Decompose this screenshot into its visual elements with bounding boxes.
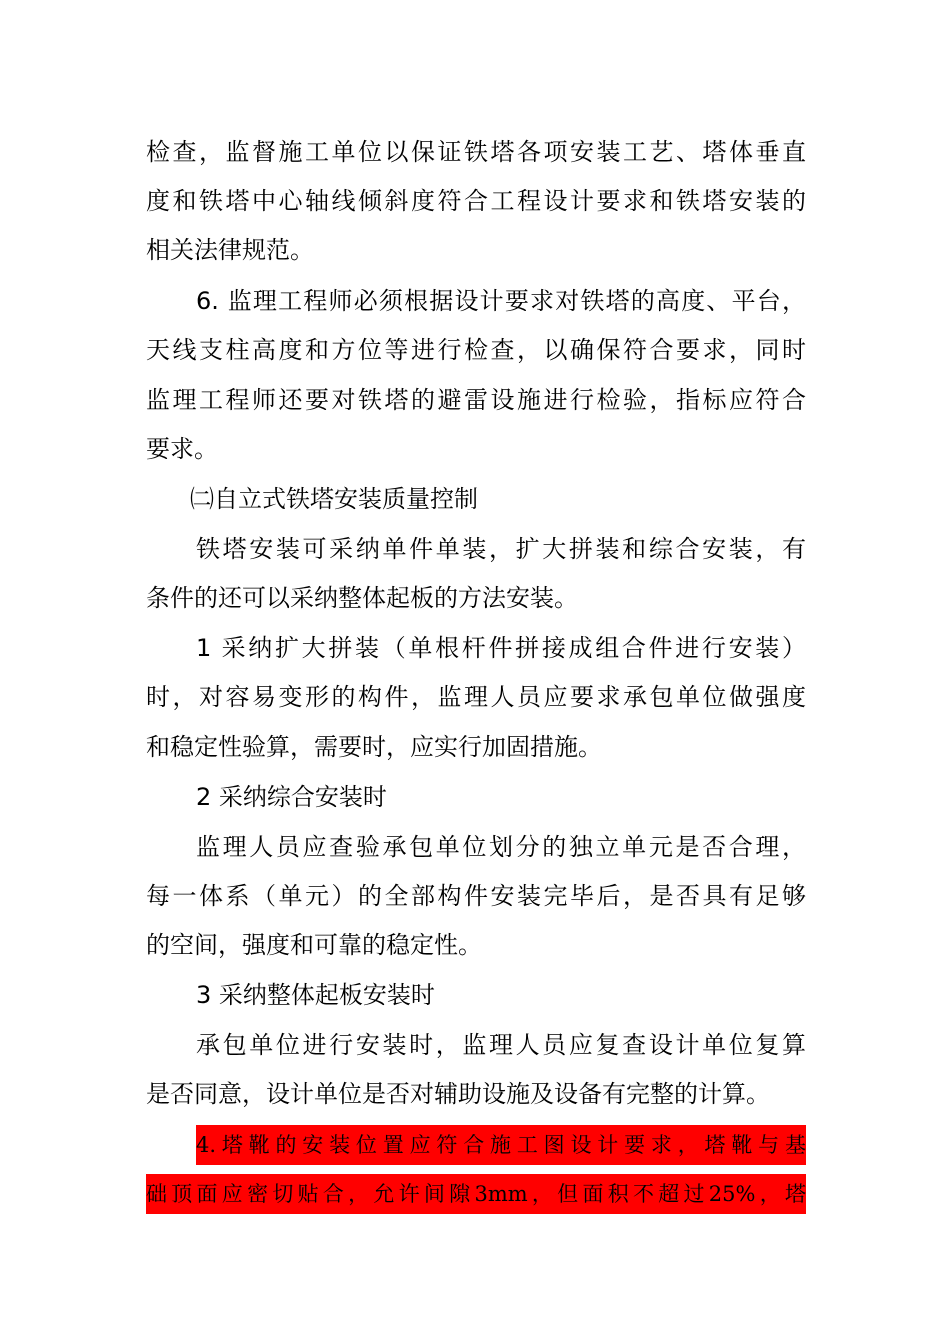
highlighted-line: 4.塔靴的安装位置应符合施工图设计要求，塔靴与基 [196,1125,806,1165]
paragraph-line: 监理人员应查验承包单位划分的独立单元是否合理， [196,833,806,861]
paragraph-line: 度和铁塔中心轴线倾斜度符合工程设计要求和铁塔安装的 [146,187,806,215]
item-6-line: 6. 监理工程师必须根据设计要求对铁塔的高度、平台， [196,287,806,315]
paragraph-line: 的空间，强度和可靠的稳定性。 [146,931,482,959]
item-1-line: 1 采纳扩大拼装（单根杆件拼接成组合件进行安装） [196,634,806,662]
paragraph-line: 相关法律规范。 [146,236,314,264]
paragraph-line: 天线支柱高度和方位等进行检查，以确保符合要求，同时 [146,336,806,364]
paragraph-line: 每一体系（单元）的全部构件安装完毕后，是否具有足够 [146,882,806,910]
paragraph-line: 条件的还可以采纳整体起板的方法安装。 [146,584,578,612]
item-2-heading: 2 采纳综合安装时 [196,783,387,811]
paragraph-line: 监理工程师还要对铁塔的避雷设施进行检验，指标应符合 [146,386,806,414]
paragraph-line: 检查，监督施工单位以保证铁塔各项安装工艺、塔体垂直 [146,138,806,166]
paragraph-line: 铁塔安装可采纳单件单装，扩大拼装和综合安装，有 [196,535,806,563]
paragraph-line: 时，对容易变形的构件，监理人员应要求承包单位做强度 [146,683,806,711]
section-heading: ㈡自立式铁塔安装质量控制 [190,485,478,513]
paragraph-line: 要求。 [146,435,218,463]
paragraph-line: 和稳定性验算，需要时，应实行加固措施。 [146,733,602,761]
paragraph-line: 是否同意，设计单位是否对辅助设施及设备有完整的计算。 [146,1080,770,1108]
highlighted-line: 础顶面应密切贴合，允许间隙3mm，但面积不超过25%，塔 [146,1174,806,1214]
item-3-heading: 3 采纳整体起板安装时 [196,981,435,1009]
paragraph-line: 承包单位进行安装时，监理人员应复查设计单位复算 [196,1031,806,1059]
